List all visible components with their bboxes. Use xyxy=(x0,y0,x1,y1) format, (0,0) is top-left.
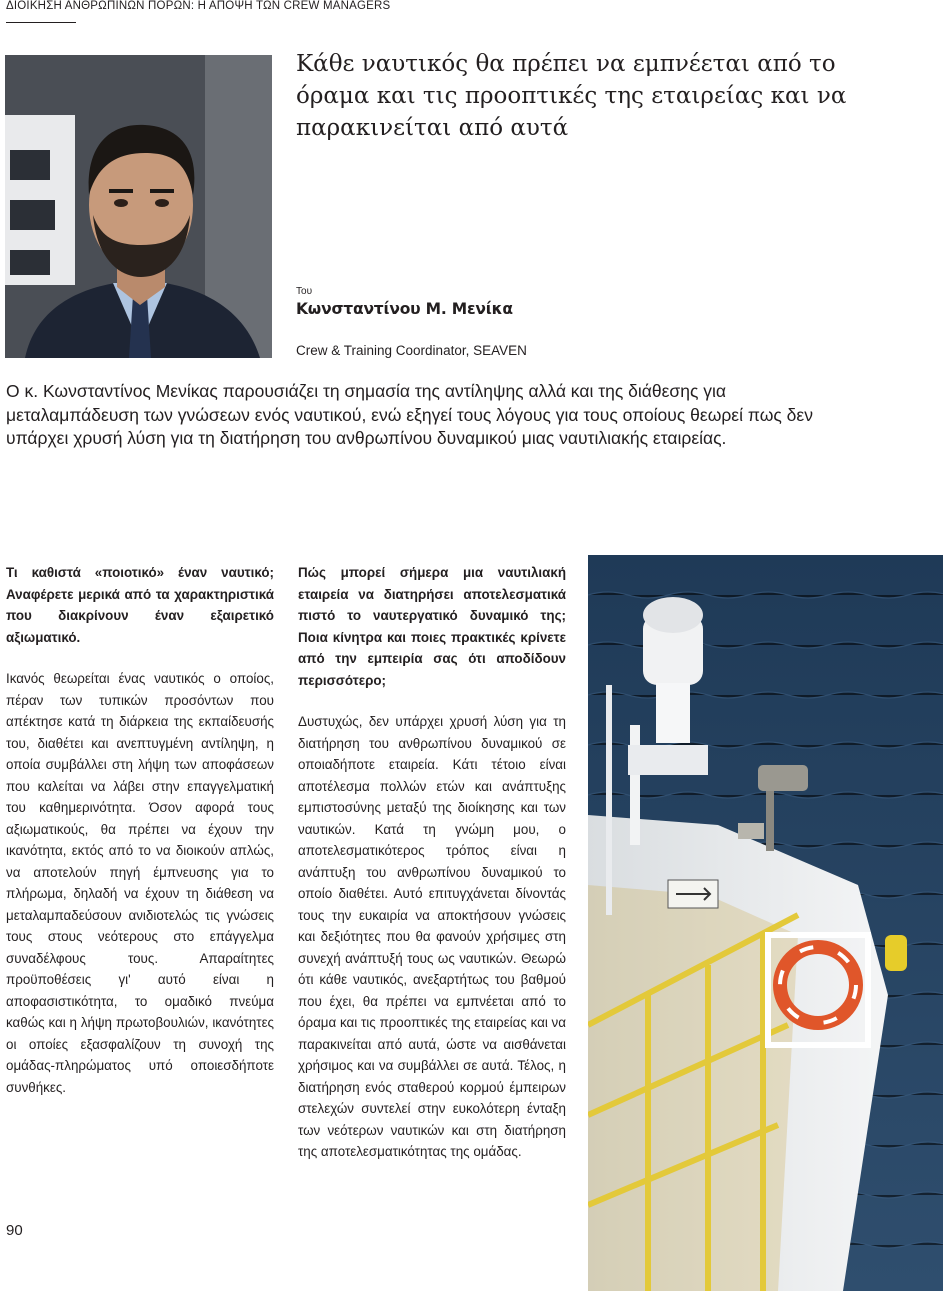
author-portrait-illustration xyxy=(5,55,272,358)
answer-1: Ικανός θεωρείται ένας ναυτικός ο οποίος, πέραν των τυπικών προσόντων που απέκτησε κατά τη διάρκεια της εκπαίδευσής του, διαθέτει και ανεπτυγμένη αντίληψη, η οποία συμβάλλει στη λήψη των αποφάσεων που καλείται να λάβει στην επαγγελματική του καθημερινότητα. Όσον αφορά τους αξιωματικούς, θα πρέπει να έχουν την ικανότητα, εκτός από το να διοικούν απλώς, να αποτελούν πηγή έμπνευσης για το πλήρωμα, δηλαδή να έχουν τη διάθεση να μεταλαμπαδεύσουν ανιδιοτελώς τις γνώσεις τους στους νεότερους στο επάγγελμα συναδέλφους τους. Απαραίτητες προϋποθέσεις γι' αυτό είναι η αποφασιστικότητα, το ομαδικό πνεύμα καθώς και η λήψη πρωτοβουλιών, ικανότητες οι οποίες εξασφαλίζουν τη συνοχή της ομάδας-πληρώματος υπό οποιεσδήποτε συνθήκες. xyxy=(6,671,274,1095)
running-title: ΔΙΟΙΚΗΣΗ ΑΝΘΡΩΠΙΝΩΝ ΠΟΡΩΝ: Η ΑΠΟΨΗ ΤΩΝ CREW MANAGERS xyxy=(6,0,391,12)
answer-2: Δυστυχώς, δεν υπάρχει χρυσή λύση για τη διατήρηση του ανθρωπίνου δυναμικού σε οποιαδήποτε εταιρεία. Κάτι τέτοιο είναι αποτέλεσμα πολλών ετών και ανάπτυξης εμπιστοσύνης μεταξύ της διοίκησης και των ναυτικών. Κατά τη γνώμη μου, ο αποτελεσματικότερος τρόπος είναι η ανάπτυξη του ανθρωπίνου δυναμικού το οποίο διαθέτει. Αυτό επιτυγχάνεται δίνοντάς τους την ευκαιρία να αποκτήσουν γνώσεις και δεξιότητες που θα φανούν χρήσιμες στη συνεχή ανάπτυξή τους ως ναυτικών. Θεωρώ ότι κάθε ναυτικός, ανεξαρτήτως του βαθμού που έχει, θα πρέπει να εμπνέεται από το όραμα και τις προοπτικές της εταιρείας και να παρακινείται από αυτά, ώστε να αισθάνεται χρήσιμος και να συμβάλλει σε αυτά. Τέλος, η διατήρηση ενός σταθερού κορμού έμπειρων στελεχών συντελεί στην ευκολότερη ένταξη των νεότερων ναυτικών και στη διατήρηση της αποτελεσματικότητας της ομάδας. xyxy=(298,714,566,1159)
question-1: Τι καθιστά «ποιοτικό» έναν ναυτικό; Αναφέρετε μερικά από τα χαρακτηριστικά που διακρίνουν έναν εξαιρετικό αξιωματικό. xyxy=(6,565,274,645)
author-role: Crew & Training Coordinator, SEAVEN xyxy=(296,343,527,358)
author-name: Κωνσταντίνου Μ. Μενίκα xyxy=(296,300,513,318)
ship-deck-illustration xyxy=(588,555,943,1291)
question-2: Πώς μπορεί σήμερα μια ναυτιλιακή εταιρεία να διατηρήσει αποτελεσματικά πιστό το ναυτεργατικό δυναμικό της; Ποια κίνητρα και ποιες πρακτικές κρίνετε από την εμπειρία σας ότι αποδίδουν περισσότερο; xyxy=(298,565,566,688)
page-number: 90 xyxy=(6,1222,23,1239)
article-column-1 xyxy=(6,562,274,1098)
byline-prefix: Του xyxy=(296,286,313,297)
header-rule xyxy=(6,22,76,23)
article-column-2 xyxy=(298,562,566,1163)
author-portrait xyxy=(5,55,272,358)
ship-deck-photo xyxy=(588,555,943,1291)
article-headline: Κάθε ναυτικός θα πρέπει να εμπνέεται από το όραμα και τις προοπτικές της εταιρείας και να παρακινείται από αυτά xyxy=(296,51,847,141)
article-lead: Ο κ. Κωνσταντίνος Μενίκας παρουσιάζει τη σημασία της αντίληψης αλλά και της διάθεσης για μεταλαμπάδευση των γνώσεων ενός ναυτικού, ενώ εξηγεί τους λόγους για τους οποίους θεωρεί πως δεν υπάρχει χρυσή λύση για τη διατήρηση του ανθρωπίνου δυναμικού μιας ναυτιλιακής εταιρείας. xyxy=(6,381,813,448)
